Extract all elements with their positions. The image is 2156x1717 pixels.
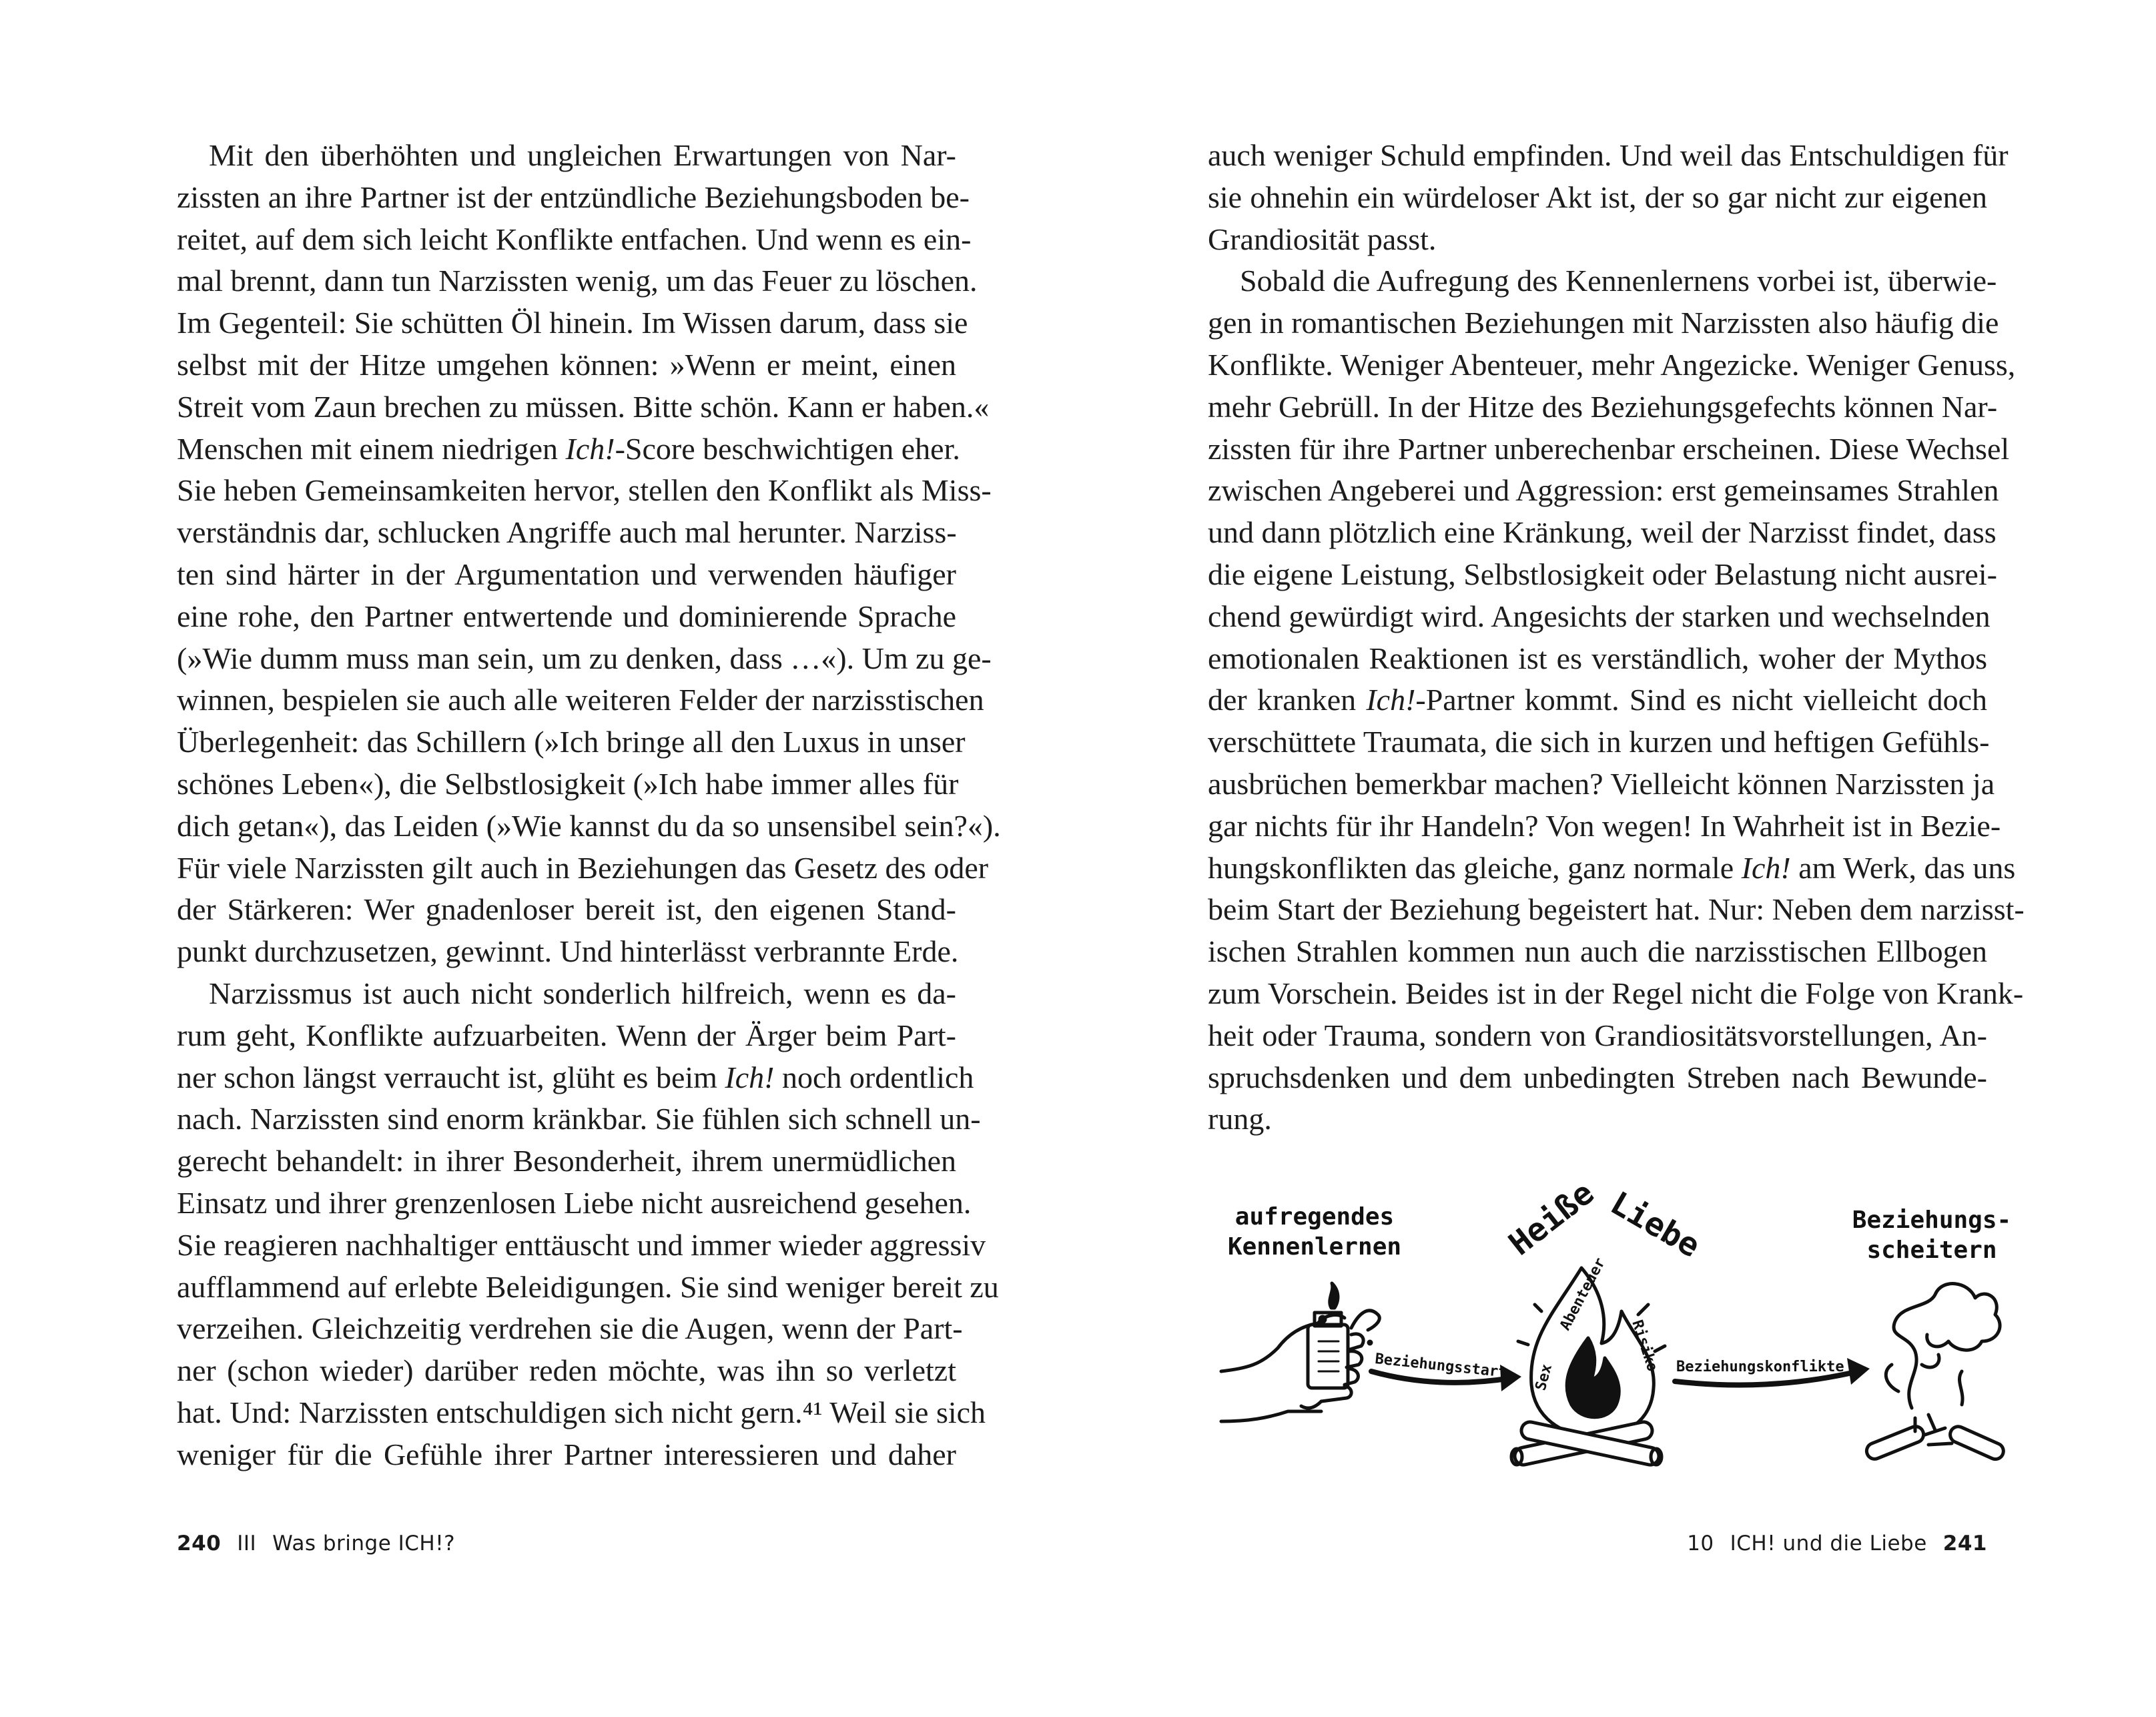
left-body-text bbox=[177, 135, 1001, 1476]
right-page bbox=[1078, 0, 2156, 1717]
hand-lighter-icon bbox=[1221, 1283, 1379, 1421]
stage2-title-part1: Heiße bbox=[1501, 1174, 1601, 1263]
stage1-label-line1: aufregendes bbox=[1234, 1203, 1395, 1231]
text-line: auch weniger Schuld empfinden. Und weil das Entschuldigen für bbox=[1208, 138, 2009, 172]
text-line: ten sind härter in der Argumentation und verwenden häufiger bbox=[177, 557, 956, 591]
text-line: Narzissmus ist auch nicht sonderlich hilfreich, wenn es da- bbox=[209, 976, 956, 1010]
stage2-title-part2: Liebe bbox=[1604, 1184, 1707, 1265]
chapter-number: 10 bbox=[1687, 1531, 1714, 1556]
text-line: zum Vorschein. Beides ist in der Regel nicht die Folge von Krank- bbox=[1208, 976, 2024, 1010]
flame-word-risiko: Risiko bbox=[1628, 1318, 1661, 1374]
text-line: zissten für ihre Partner unberechenbar erscheinen. Diese Wechsel bbox=[1208, 431, 2010, 466]
flame-word-sex: Sex bbox=[1532, 1362, 1556, 1393]
text-line: zwischen Angeberei und Aggression: erst gemeinsames Strahlen bbox=[1208, 473, 1999, 508]
paragraph bbox=[1208, 135, 2009, 260]
left-footer bbox=[177, 1531, 455, 1556]
text-line: beim Start der Beziehung begeistert hat. Nur: Neben dem narzisst- bbox=[1208, 892, 2025, 927]
text-line: Sie reagieren nachhaltiger enttäuscht und immer wieder aggressiv bbox=[177, 1227, 986, 1262]
text-line: ausbrüchen bemerkbar machen? Vielleicht können Narzissten ja bbox=[1208, 766, 1995, 801]
text-line: eine rohe, den Partner entwertende und dominierende Sprache bbox=[177, 599, 956, 633]
page-number-right: 241 bbox=[1942, 1531, 1987, 1556]
text-line: reitet, auf dem sich leicht Konflikte entfachen. Und wenn es ein- bbox=[177, 222, 972, 256]
text-line: weniger für die Gefühle ihrer Partner interessieren und daher bbox=[177, 1437, 956, 1471]
right-body-text bbox=[1208, 135, 2025, 1140]
text-line: zissten an ihre Partner ist der entzündliche Beziehungsboden be- bbox=[177, 180, 970, 214]
text-line: sie ohnehin ein würdeloser Akt ist, der so gar nicht zur eigenen bbox=[1208, 180, 1987, 214]
stage1-label-line2: Kennenlernen bbox=[1227, 1233, 1402, 1261]
text-line: punkt durchzusetzen, gewinnt. Und hinterlässt verbrannte Erde. bbox=[177, 934, 959, 969]
text-line: gerecht behandelt: in ihrer Besonderheit, ihrem unermüdlichen bbox=[177, 1144, 956, 1178]
text-line: Grandiosität passt. bbox=[1208, 222, 1437, 256]
text-line: Einsatz und ihrer grenzenlosen Liebe nicht ausreichend gesehen. bbox=[177, 1185, 972, 1220]
paragraph bbox=[177, 973, 999, 1476]
paragraph bbox=[1208, 260, 2025, 1140]
text-line: schönes Leben«), die Selbstlosigkeit (»Ich habe immer alles für bbox=[177, 766, 959, 801]
text-line: heit oder Trauma, sondern von Grandiositätsvorstellungen, An- bbox=[1208, 1018, 1987, 1052]
text-line: spruchsdenken und dem unbedingten Streben nach Bewunde- bbox=[1208, 1060, 1987, 1094]
text-line: ischen Strahlen kommen nun auch die narzisstischen Ellbogen bbox=[1208, 934, 1987, 969]
text-line: Streit vom Zaun brechen zu müssen. Bitte schön. Kann er haben.« bbox=[177, 389, 990, 424]
paragraph bbox=[177, 135, 1001, 973]
relationship-illustration bbox=[1208, 1171, 2009, 1485]
text-line: der Stärkeren: Wer gnadenloser bereit ist, den eigenen Stand- bbox=[177, 892, 956, 927]
flame-word-abenteuer: Abenteuer bbox=[1557, 1255, 1609, 1333]
text-line: ner schon längst verraucht ist, glüht es beim Ich! noch ordentlich bbox=[177, 1060, 974, 1094]
text-line: Konflikte. Weniger Abenteuer, mehr Angezicke. Weniger Genuss, bbox=[1208, 347, 2016, 382]
stage3-label-line2: scheitern bbox=[1866, 1237, 1997, 1264]
text-line: hungskonflikten das gleiche, ganz normale Ich! am Werk, das uns bbox=[1208, 850, 2016, 885]
smoke-ashes-icon bbox=[1864, 1284, 2006, 1462]
text-line: Im Gegenteil: Sie schütten Öl hinein. Im Wissen darum, dass sie bbox=[177, 306, 968, 340]
text-line: chend gewürdigt wird. Angesichts der starken und wechselnden bbox=[1208, 599, 1991, 633]
text-line: verzeihen. Gleichzeitig verdrehen sie die Augen, wenn der Part- bbox=[177, 1311, 963, 1346]
text-line: winnen, bespielen sie auch alle weiteren Felder der narzisstischen bbox=[177, 683, 984, 717]
text-line: nach. Narzissten sind enorm kränkbar. Sie fühlen sich schnell un- bbox=[177, 1102, 981, 1136]
arrow1-label: Beziehungsstart bbox=[1374, 1351, 1508, 1381]
text-line: Menschen mit einem niedrigen Ich!-Score beschwichtigen eher. bbox=[177, 431, 960, 466]
text-line: Für viele Narzissten gilt auch in Beziehungen das Gesetz des oder bbox=[177, 850, 989, 885]
running-title-right: ICH! und die Liebe bbox=[1730, 1531, 1927, 1556]
text-line: dich getan«), das Leiden (»Wie kannst du da so unsensibel sein?«). bbox=[177, 808, 1001, 843]
stage3-label-line1: Beziehungs- bbox=[1852, 1207, 2009, 1234]
running-title-left: Was bringe ICH!? bbox=[272, 1531, 456, 1556]
text-line: mehr Gebrüll. In der Hitze des Beziehungsgefechts können Nar- bbox=[1208, 389, 1998, 424]
text-line: gen in romantischen Beziehungen mit Narzissten also häufig die bbox=[1208, 306, 1999, 340]
text-line: und dann plötzlich eine Kränkung, weil der Narzisst findet, dass bbox=[1208, 515, 1997, 550]
text-line: rung. bbox=[1208, 1102, 1272, 1136]
text-line: (»Wie dumm muss man sein, um zu denken, dass …«). Um zu ge- bbox=[177, 641, 992, 675]
text-line: hat. Und: Narzissten entschuldigen sich nicht gern.⁴¹ Weil sie sich bbox=[177, 1395, 986, 1429]
text-line: aufflammend auf erlebte Beleidigungen. Sie sind weniger bereit zu bbox=[177, 1269, 999, 1304]
text-line: selbst mit der Hitze umgehen können: »Wenn er meint, einen bbox=[177, 347, 956, 382]
arrow2-label: Beziehungskonflikte bbox=[1676, 1359, 1844, 1375]
text-line: ner (schon wieder) darüber reden möchte, was ihn so verletzt bbox=[177, 1353, 956, 1388]
text-line: verständnis dar, schlucken Angriffe auch mal herunter. Narziss- bbox=[177, 515, 957, 550]
page-number-left: 240 bbox=[177, 1531, 222, 1556]
text-line: mal brennt, dann tun Narzissten wenig, um das Feuer zu löschen. bbox=[177, 264, 978, 298]
text-line: Überlegenheit: das Schillern (»Ich bringe all den Luxus in unser bbox=[177, 725, 966, 759]
right-footer bbox=[1687, 1531, 1987, 1556]
text-line: emotionalen Reaktionen ist es verständlich, woher der Mythos bbox=[1208, 641, 1987, 675]
text-line: Sobald die Aufregung des Kennenlernens vorbei ist, überwie- bbox=[1240, 264, 1997, 298]
text-line: gar nichts für ihr Handeln? Von wegen! In Wahrheit ist in Bezie- bbox=[1208, 808, 2001, 843]
text-line: die eigene Leistung, Selbstlosigkeit oder Belastung nicht ausrei- bbox=[1208, 557, 1997, 591]
text-line: der kranken Ich!-Partner kommt. Sind es nicht vielleicht doch bbox=[1208, 683, 1987, 717]
text-line: Mit den überhöhten und ungleichen Erwartungen von Nar- bbox=[209, 138, 956, 172]
text-line: rum geht, Konflikte aufzuarbeiten. Wenn der Ärger beim Part- bbox=[177, 1018, 956, 1052]
section-number: III bbox=[237, 1531, 257, 1556]
text-line: Sie heben Gemeinsamkeiten hervor, stellen den Konflikt als Miss- bbox=[177, 473, 992, 508]
text-line: verschüttete Traumata, die sich in kurzen und heftigen Gefühls- bbox=[1208, 725, 1990, 759]
